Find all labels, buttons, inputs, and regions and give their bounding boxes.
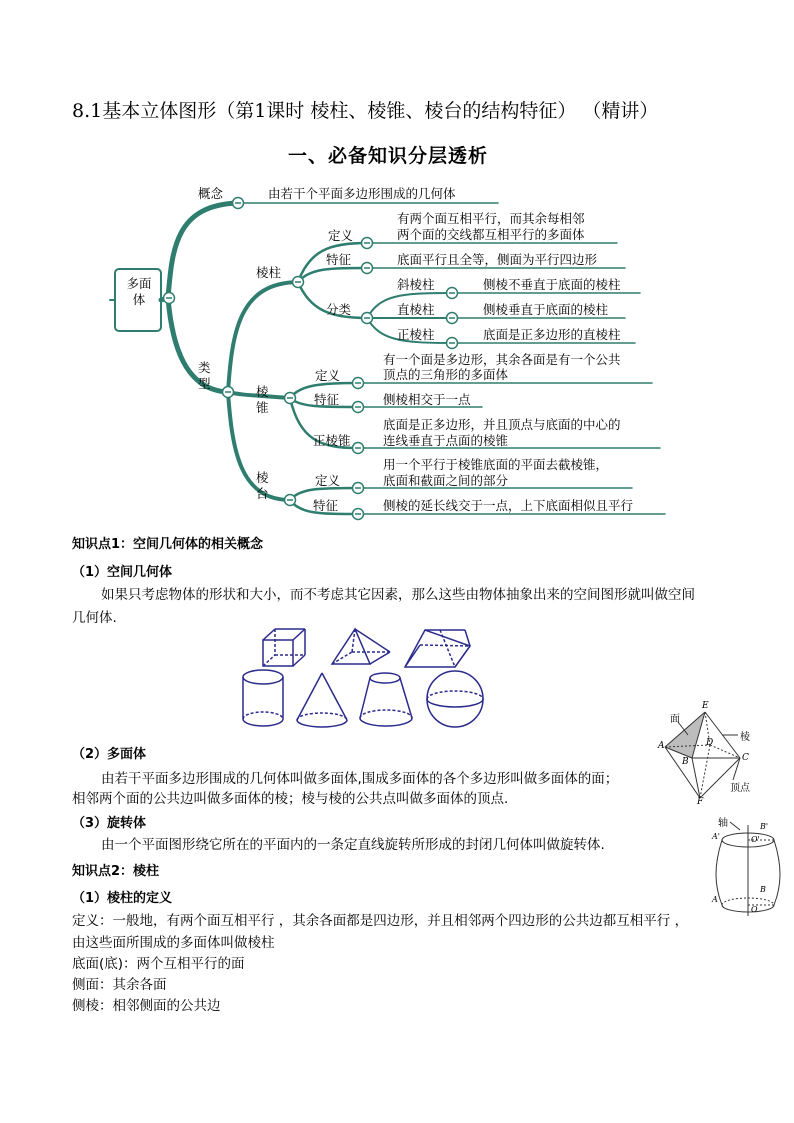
mindmap-regular-pyramid-line1: 底面是正多边形，并且顶点与底面的中心的 xyxy=(383,417,621,432)
mindmap-pyramid-def-line2: 顶点的三角形的多面体 xyxy=(383,367,509,382)
poly-point-f: F xyxy=(697,797,704,807)
mindmap-prism-feat-label: 特征 xyxy=(326,252,352,267)
mindmap-right-label: 直棱柱 xyxy=(397,302,435,317)
mindmap-prism-def-line1: 有两个面互相平行，而其余每相邻 xyxy=(397,211,585,226)
poly-point-a: A xyxy=(658,741,665,751)
mindmap-pyramid-def-label: 定义 xyxy=(315,368,341,383)
mindmap-root: 多面体 xyxy=(126,276,152,307)
mindmap-right-text: 侧棱垂直于底面的棱柱 xyxy=(483,302,609,317)
kp1-s1-line1: 如果只考虑物体的形状和大小，而不考虑其它因素，那么这些由物体抽象出来的空间图形就叫做空间 xyxy=(101,587,695,603)
mindmap-oblique-label: 斜棱柱 xyxy=(397,277,435,292)
rot-point-a-prime: A' xyxy=(712,832,720,841)
kp2-base: 底面(底)：两个互相平行的面 xyxy=(72,956,245,972)
mindmap-prism-def-line2: 两个面的交线都互相平行的多面体 xyxy=(397,227,585,242)
kp1-s2-line1: 由若干平面多边形围成的几何体叫做多面体,围成多面体的各个多边形叫做多面体的面； xyxy=(101,771,619,787)
poly-vertex-label: 顶点 xyxy=(730,783,750,794)
poly-point-b: B xyxy=(682,757,689,767)
rot-axis-label: 轴 xyxy=(718,818,728,829)
mindmap-prism-label: 棱柱 xyxy=(256,265,282,280)
kp2-s1-heading: （1）棱柱的定义 xyxy=(72,891,173,906)
kp1-s2-line2: 相邻两个面的公共边叫做多面体的棱；棱与棱的公共点叫做多面体的顶点. xyxy=(72,791,509,807)
rot-point-o-prime: O' xyxy=(751,835,760,844)
mindmap-pyramid-def-line1: 有一个面是多边形，其余各面是有一个公共 xyxy=(383,352,621,367)
kp2-side: 侧面：其余各面 xyxy=(72,977,167,993)
mindmap-type-label: 类型 xyxy=(198,360,211,391)
mindmap-prism-class-label: 分类 xyxy=(326,302,352,317)
mindmap-prism-def-label: 定义 xyxy=(328,228,354,243)
kp1-s1-line2: 几何体. xyxy=(72,610,117,626)
mindmap-frustum-feat-label: 特征 xyxy=(313,498,339,513)
page-title: 8.1基本立体图形（第1课时 棱柱、棱锥、棱台的结构特征） （精讲） xyxy=(72,100,659,122)
poly-point-e: E xyxy=(702,701,709,711)
mindmap-pyramid-label: 棱锥 xyxy=(256,384,269,415)
mindmap-pyramid-feat-text: 侧棱相交于一点 xyxy=(383,392,471,407)
kp2-heading: 知识点2：棱柱 xyxy=(72,864,160,879)
kp1-heading: 知识点1：空间几何体的相关概念 xyxy=(72,537,264,552)
poly-face-label: 面 xyxy=(670,714,680,725)
mindmap-frustum-feat-text: 侧棱的延长线交于一点，上下底面相似且平行 xyxy=(383,498,634,513)
kp1-s1-heading: （1）空间几何体 xyxy=(72,565,173,580)
mindmap-frustum-def-line1: 用一个平行于棱锥底面的平面去截棱锥， xyxy=(383,457,609,472)
rot-point-o: O xyxy=(751,905,758,914)
kp2-side-edge: 侧棱：相邻侧面的公共边 xyxy=(72,998,221,1014)
kp2-def-line1: 定义：一般地，有两个面互相平行 ，其余各面都是四边形，并且相邻两个四边形的公共边都互相平行 ， xyxy=(72,913,689,929)
mindmap-oblique-text: 侧棱不垂直于底面的棱柱 xyxy=(483,277,621,292)
rot-point-b: B xyxy=(760,885,766,894)
mindmap-frustum-label: 棱台 xyxy=(256,470,269,501)
rot-point-a: A xyxy=(712,895,718,904)
mindmap-regular-pyramid-line2: 连线垂直于点面的棱锥 xyxy=(383,433,509,448)
section-heading: 一、必备知识分层透析 xyxy=(288,145,489,167)
mindmap-regular-pyramid-label: 正棱锥 xyxy=(313,433,351,448)
mindmap-concept-label: 概念 xyxy=(198,186,224,201)
mindmap-regular-prism-label: 正棱柱 xyxy=(397,327,435,342)
mindmap-concept-text: 由若干个平面多边形围成的几何体 xyxy=(268,186,456,201)
mindmap-frustum-def-line2: 底面和截面之间的部分 xyxy=(383,473,509,488)
kp1-s2-heading: （2）多面体 xyxy=(72,747,147,762)
kp1-s3-text: 由一个平面图形绕它所在的平面内的一条定直线旋转所形成的封闭几何体叫做旋转体. xyxy=(101,837,605,853)
kp1-s3-heading: （3）旋转体 xyxy=(72,816,147,831)
poly-edge-label: 棱 xyxy=(740,732,750,743)
mindmap-frustum-def-label: 定义 xyxy=(315,473,341,488)
poly-point-d: D xyxy=(706,738,714,748)
mindmap-pyramid-feat-label: 特征 xyxy=(314,392,340,407)
mindmap-regular-prism-text: 底面是正多边形的直棱柱 xyxy=(483,327,621,342)
mindmap-prism-feat-text: 底面平行且全等，侧面为平行四边形 xyxy=(397,252,598,267)
rot-point-b-prime: B' xyxy=(760,822,769,831)
kp2-def-line2: 由这些面所围成的多面体叫做棱柱 xyxy=(72,935,275,951)
poly-point-c: C xyxy=(742,753,749,763)
